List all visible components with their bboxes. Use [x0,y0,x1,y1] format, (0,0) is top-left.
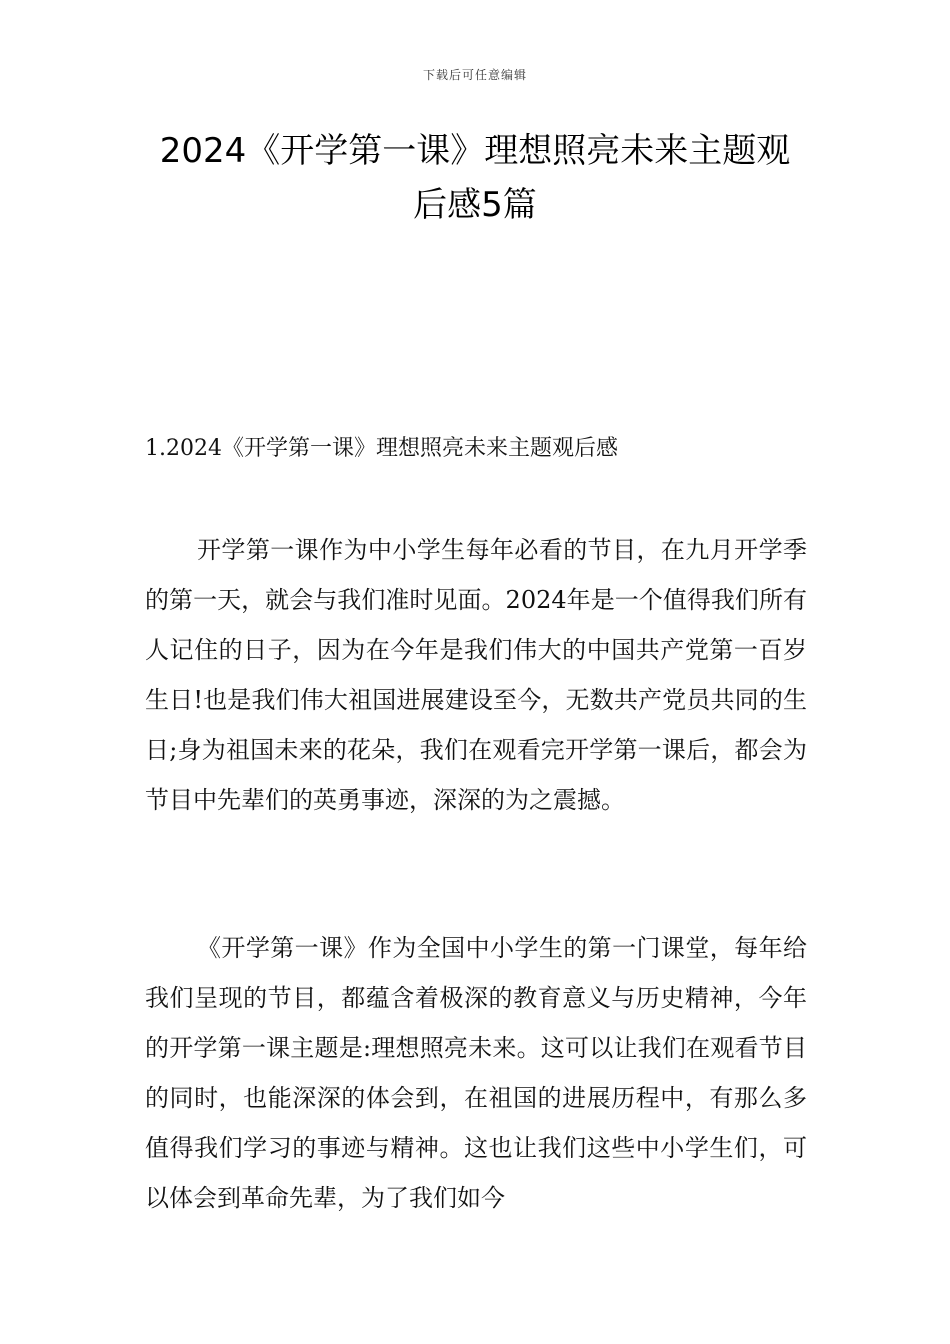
page-header-note: 下载后可任意编辑 [422,68,527,82]
document-title: 2024《开学第一课》理想照亮未来主题观后感5篇 [159,131,791,225]
section-heading: 1.2024《开学第一课》理想照亮未来主题观后感 [145,436,618,461]
paragraph: 《开学第一课》作为全国中小学生的第一门课堂，每年给我们呈现的节目，都蕴含着极深的教育意义与历史精神，今年的开学第一课主题是:理想照亮未来。这可以让我们在观看节目的同时，也能深深的体会到，在祖国的进展历程中，有那么多值得我们学习的事迹与精神。这也让我们这些中小学生们，可以体会到革命先辈，为了我们如今 [145,934,807,1212]
paragraph: 开学第一课作为中小学生每年必看的节目，在九月开学季的第一天，就会与我们准时见面。2024年是一个值得我们所有人记住的日子，因为在今年是我们伟大的中国共产党第一百岁生日!也是我们伟大祖国进展建设至今，无数共产党员共同的生日;身为祖国未来的花朵，我们在观看完开学第一课后，都会为节目中先辈们的英勇事迹，深深的为之震撼。 [145,536,807,814]
